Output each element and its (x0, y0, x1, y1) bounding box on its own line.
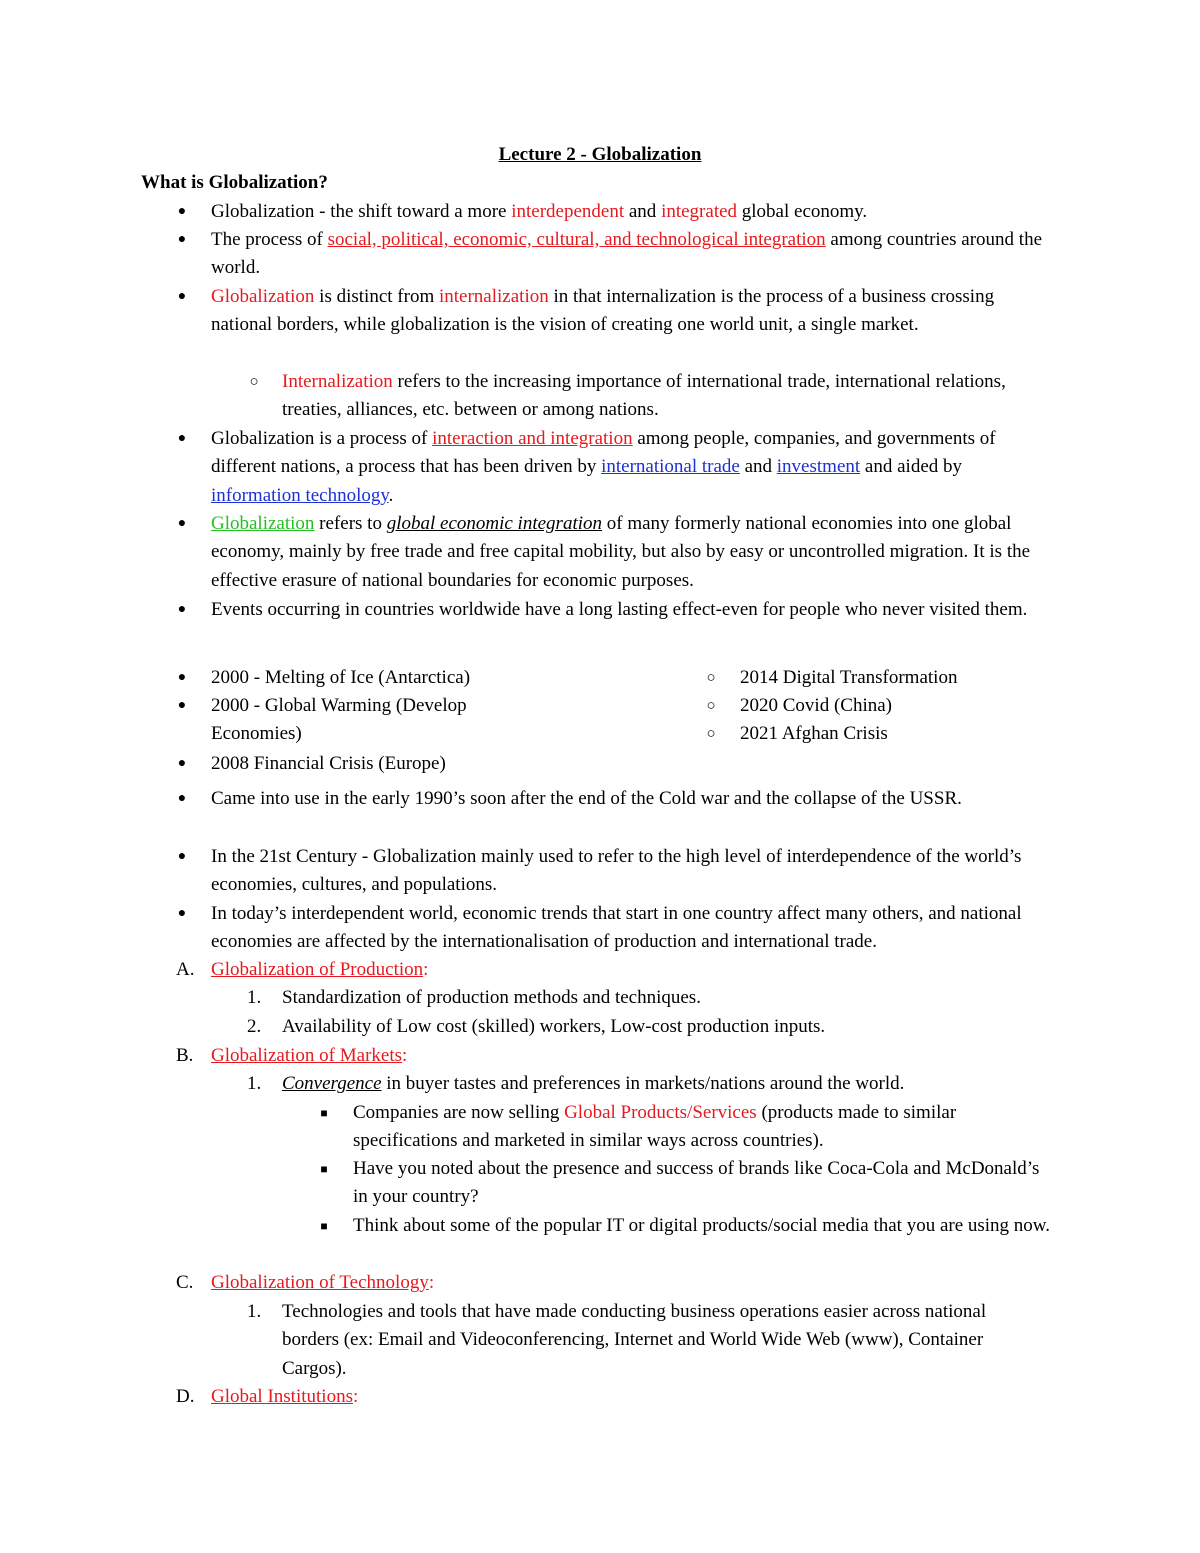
circle-bullet-icon: ○ (706, 670, 716, 686)
list-item: 2020 Covid (China) (740, 695, 892, 716)
bullet-icon: ● (177, 602, 187, 617)
section-marker: C. (176, 1272, 194, 1293)
circle-bullet-icon: ○ (706, 726, 716, 742)
list-item: In the 21st Century - Globalization mainly used to refer to the high level of interdependence of the world’s economies, cultures, and populations. (211, 846, 1022, 896)
section-marker: B. (176, 1045, 194, 1066)
circle-bullet-icon: ○ (706, 698, 716, 714)
link-international-trade: international trade (601, 456, 740, 478)
list-item: 2014 Digital Transformation (740, 667, 958, 688)
list-item: 2000 - Melting of Ice (Antarctica) (211, 667, 471, 688)
list-item: Availability of Low cost (skilled) workers, Low-cost production inputs. (282, 1016, 826, 1037)
square-bullet-icon: ■ (320, 1219, 328, 1233)
circle-bullet-icon: ○ (249, 374, 259, 390)
bullet-icon: ● (177, 516, 187, 531)
bullet-icon: ● (177, 849, 187, 864)
link-information-technology: information technology (211, 484, 389, 506)
bullet-icon: ● (177, 289, 187, 304)
list-item: 2008 Financial Crisis (Europe) (211, 753, 446, 774)
section-marker: A. (176, 959, 195, 980)
bullet-icon: ● (177, 670, 187, 685)
list-item: Companies are now selling Global Products/Services (products made to similar specifications and marketed in similar ways across countries). (353, 1102, 957, 1152)
square-bullet-icon: ■ (320, 1106, 328, 1120)
square-bullet-icon: ■ (320, 1162, 328, 1176)
number-marker: 1. (247, 987, 262, 1008)
bullet-icon: ● (177, 756, 187, 771)
section-d-heading: Global Institutions: (211, 1386, 359, 1407)
list-item: 2000 - Global Warming (Develop Economies) (211, 695, 467, 745)
bullet-icon: ● (177, 698, 187, 713)
bullet-icon: ● (177, 906, 187, 921)
bullet-icon: ● (177, 791, 187, 806)
page-title: Lecture 2 - Globalization (498, 144, 702, 165)
section-c-heading: Globalization of Technology: (211, 1272, 435, 1293)
number-marker: 1. (247, 1073, 262, 1094)
section-a-heading: Globalization of Production: (211, 959, 429, 980)
bullet-icon: ● (177, 431, 187, 446)
bullet-icon: ● (177, 232, 187, 247)
list-item: 2021 Afghan Crisis (740, 723, 888, 744)
list-item: Technologies and tools that have made conducting business operations easier across national borders (ex: Email and Videoconferencing, Internet and World Wide Web (www), Container Cargos). (282, 1301, 987, 1379)
bullet-icon: ● (177, 204, 187, 219)
list-item: Globalization is a process of interaction and integration among people, companies, and governments of different nations, a process that has been driven by international trade and investment and aided by information technology. (211, 428, 996, 506)
list-item: Globalization is distinct from internalization in that internalization is the process of a business crossing national borders, while globalization is the vision of creating one world unit, a single market. (211, 286, 995, 336)
list-item: Globalization refers to global economic integration of many formerly national economies into one global economy, mainly by free trade and free capital mobility, but also by easy or uncontrolled migration. It is the effective erasure of national boundaries for economic purposes. (211, 513, 1031, 591)
section-marker: D. (176, 1386, 195, 1407)
list-item: Came into use in the early 1990’s soon after the end of the Cold war and the collapse of the USSR. (211, 788, 962, 809)
section-heading: What is Globalization? (141, 172, 328, 193)
list-item: The process of social, political, economic, cultural, and technological integration among countries around the world. (211, 229, 1043, 279)
list-item: Think about some of the popular IT or digital products/social media that you are using now. (353, 1215, 1051, 1236)
section-b-heading: Globalization of Markets: (211, 1045, 408, 1066)
list-item: Convergence in buyer tastes and preferences in markets/nations around the world. (282, 1073, 905, 1094)
number-marker: 1. (247, 1301, 262, 1322)
list-item: In today’s interdependent world, economic trends that start in one country affect many others, and national economies are affected by the internationalisation of production and international trade. (211, 903, 1022, 953)
list-item: Standardization of production methods and techniques. (282, 987, 701, 1008)
list-item: Have you noted about the presence and success of brands like Coca-Cola and McDonald’s in your country? (353, 1158, 1040, 1208)
list-item: Globalization - the shift toward a more interdependent and integrated global economy. (211, 201, 868, 222)
link-investment: investment (776, 456, 861, 478)
list-item: Internalization refers to the increasing importance of international trade, international relations, treaties, alliances, etc. between or among nations. (282, 371, 1006, 421)
number-marker: 2. (247, 1016, 262, 1037)
list-item: Events occurring in countries worldwide have a long lasting effect-even for people who never visited them. (211, 599, 1028, 620)
